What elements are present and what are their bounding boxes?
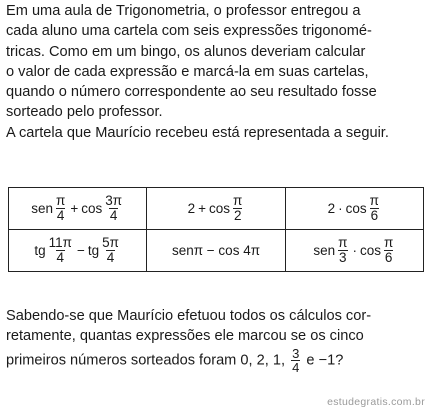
fraction-numerator: π: [383, 235, 394, 250]
fraction-numerator: 11π: [48, 235, 72, 250]
constant: 2: [327, 201, 336, 216]
function-name: tg: [34, 243, 46, 258]
fraction-numerator: π: [338, 235, 348, 250]
card-cell-4: [9, 230, 147, 272]
fraction-numerator: π: [233, 193, 243, 208]
function-name: sen: [313, 243, 336, 258]
fraction: [101, 236, 120, 265]
fraction-denominator: 4: [56, 208, 65, 223]
operator: ·: [352, 243, 357, 258]
question-text: primeiros números sorteados foram 0, 2, 1,: [6, 351, 286, 368]
function-name: sen: [31, 201, 54, 216]
fraction: [369, 194, 380, 223]
fraction-numerator: 3π: [105, 193, 123, 208]
intro-line: quando o número correspondente ao seu resultado fosse: [6, 84, 377, 101]
fraction: [291, 347, 300, 374]
fraction-numerator: π: [56, 193, 66, 208]
fraction-numerator: 3: [292, 345, 300, 361]
fraction-denominator: 6: [370, 208, 379, 223]
fraction: [337, 236, 348, 265]
fraction: [48, 236, 73, 265]
function-name: cos: [345, 201, 367, 216]
fraction-denominator: 4: [56, 250, 65, 265]
fraction-denominator: 4: [106, 250, 115, 265]
function-name: cos: [81, 201, 103, 216]
function-name: cos: [209, 201, 231, 216]
fraction-denominator: 2: [233, 208, 242, 223]
intro-line: Em uma aula de Trigonometria, o professor entregou a: [6, 3, 361, 19]
function-name: tg: [87, 243, 100, 258]
intro-line: tricas. Como em um bingo, os alunos deveriam calcular: [6, 43, 366, 60]
card-cell-1: [9, 188, 147, 230]
card-row: [9, 188, 424, 230]
question-line: retamente, quantas expressões ele marcou se os cinco: [6, 328, 364, 345]
intro-line: sorteado pelo professor.: [6, 104, 163, 121]
question-paragraph: [6, 306, 426, 374]
intro-line: cada aluno uma cartela com seis expressões trigonomé-: [6, 23, 372, 40]
question-line: [6, 347, 426, 374]
fraction-denominator: 4: [292, 359, 300, 375]
fraction-numerator: 5π: [102, 235, 119, 250]
function-name: cos: [359, 243, 381, 258]
bingo-card-table: [8, 187, 424, 272]
fraction: [232, 194, 243, 223]
intro-line: A cartela que Maurício recebeu está representada a seguir.: [6, 124, 389, 141]
fraction-denominator: 3: [339, 250, 347, 265]
card-cell-3: [285, 188, 423, 230]
expression-text: senπ − cos 4π: [171, 243, 261, 258]
fraction-denominator: 6: [384, 250, 393, 265]
card-row: [9, 230, 424, 272]
fraction-denominator: 4: [109, 208, 118, 223]
intro-line: o valor de cada expressão e marcá-la em suas cartelas,: [6, 63, 369, 80]
operator: +: [198, 201, 207, 216]
constant: 2: [187, 201, 196, 216]
card-cell-5: [147, 230, 285, 272]
watermark: estudegratis.com.br: [327, 396, 425, 408]
question-text: e −1?: [306, 351, 344, 368]
intro-paragraph: [6, 1, 426, 143]
fraction: [104, 194, 123, 223]
operator: ·: [338, 201, 343, 216]
question-line: Sabendo-se que Maurício efetuou todos os cálculos cor-: [6, 308, 372, 324]
fraction: [55, 194, 66, 223]
fraction-numerator: π: [369, 193, 379, 208]
operator: +: [70, 201, 79, 216]
card-cell-2: [147, 188, 285, 230]
fraction: [383, 236, 394, 265]
card-cell-6: [285, 230, 423, 272]
operator: −: [76, 243, 85, 258]
